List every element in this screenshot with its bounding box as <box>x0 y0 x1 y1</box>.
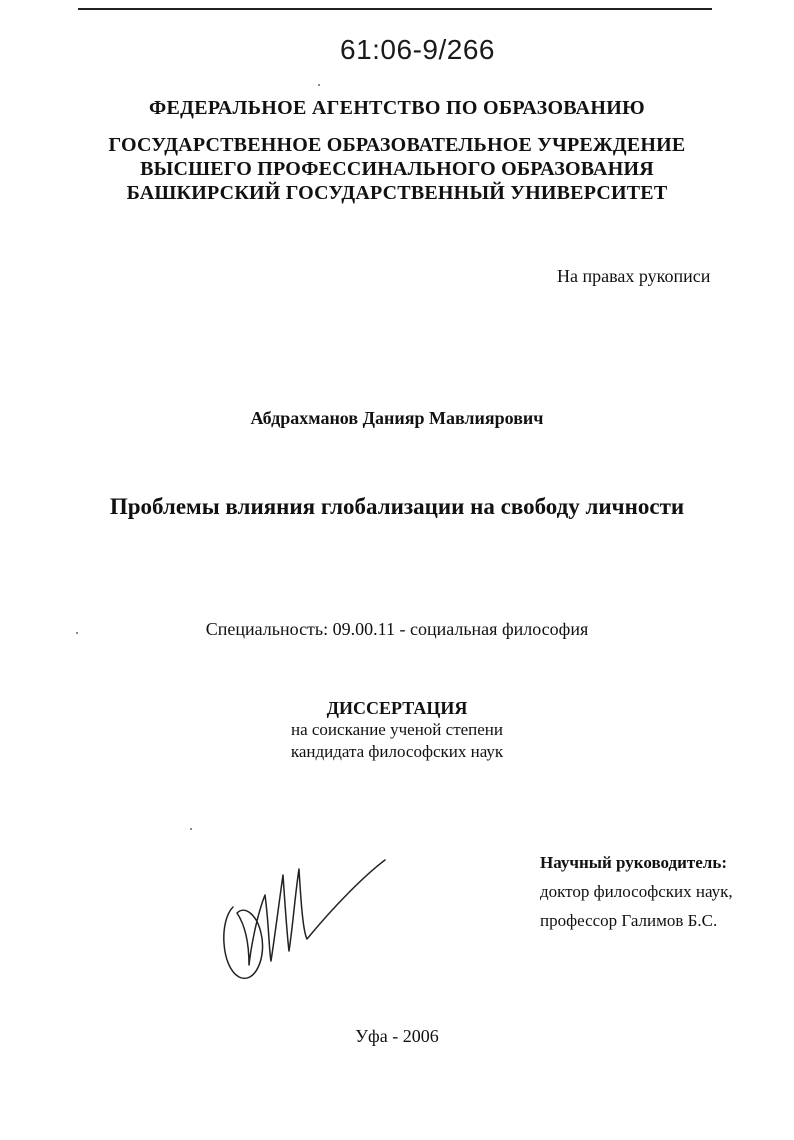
author-name: Абдрахманов Данияр Мавлиярович <box>250 408 544 428</box>
agency-name: ФЕДЕРАЛЬНОЕ АГЕНТСТВО ПО ОБРАЗОВАНИЮ <box>149 97 645 119</box>
supervisor-name: профессор Галимов Б.С. <box>540 911 718 930</box>
archive-stamp-number: 61:06-9/266 <box>340 34 495 65</box>
supervisor-degree: доктор философских наук, <box>540 882 733 901</box>
institution-line: БАШКИРСКИЙ ГОСУДАРСТВЕННЫЙ УНИВЕРСИТЕТ <box>126 182 668 204</box>
city-year: Уфа - 2006 <box>355 1026 439 1046</box>
institution-line: ВЫСШЕГО ПРОФЕССИНАЛЬНОГО ОБРАЗОВАНИЯ <box>140 158 654 180</box>
handwritten-signature <box>215 855 395 995</box>
scan-speck <box>190 828 192 830</box>
dissertation-title: Проблемы влияния глобализации на свободу личности <box>109 494 685 519</box>
scan-speck <box>318 84 320 86</box>
manuscript-rights-note: На правах рукописи <box>557 266 711 286</box>
scan-speck <box>76 632 78 634</box>
dissertation-block <box>0 697 794 763</box>
supervisor-block <box>540 848 733 935</box>
dissertation-heading: ДИССЕРТАЦИЯ <box>326 698 468 718</box>
supervisor-heading: Научный руководитель: <box>540 853 727 872</box>
degree-line: на соискание ученой степени <box>290 720 504 739</box>
top-border-line <box>78 8 712 10</box>
institution-line: ГОСУДАРСТВЕННОЕ ОБРАЗОВАТЕЛЬНОЕ УЧРЕЖДЕНИЕ <box>108 134 686 156</box>
degree-line: кандидата философских наук <box>290 742 504 761</box>
specialty-line: Специальность: 09.00.11 - социальная философия <box>205 619 589 639</box>
institution-name <box>0 133 794 205</box>
